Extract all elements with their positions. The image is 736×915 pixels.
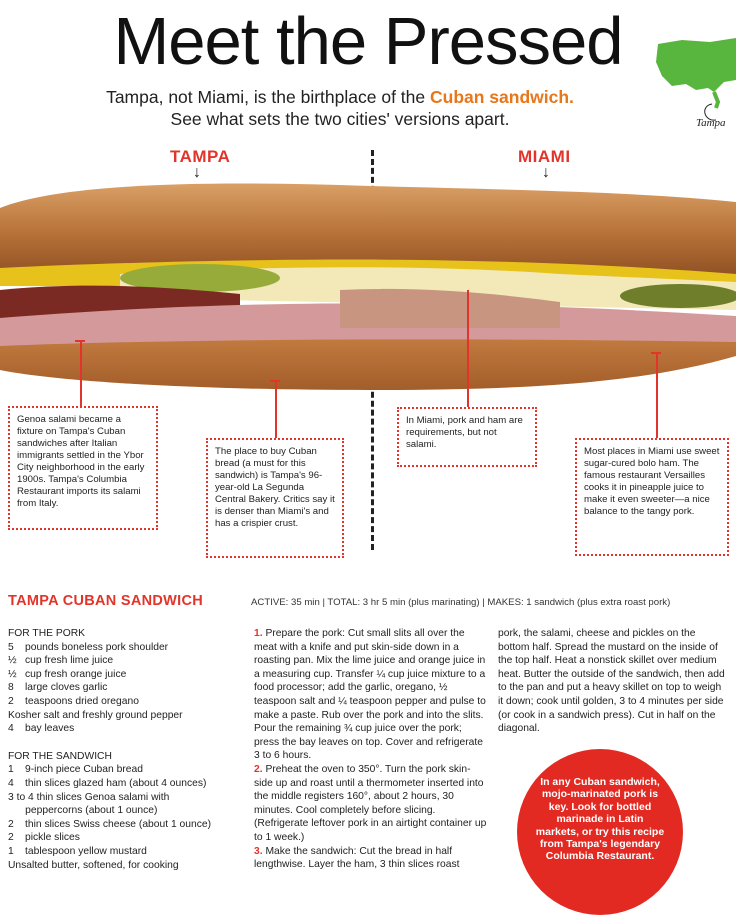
ingredient-quantity: 8 [8,682,14,694]
leader-line [656,352,658,438]
leader-line [75,340,85,342]
callout-bolo-ham: Most places in Miami use sweet sugar-cured bolo ham. The famous restaurant Versailles cooks it in pineapple juice to make it even sweeter—a nice balance to the tangy pork. [575,438,729,556]
ingredient-item: pounds boneless pork shoulder [25,641,169,653]
ingredient-row [8,777,248,791]
leader-line [275,380,277,438]
ingredient-row [8,681,248,695]
subtitle-highlight: Cuban sandwich. [430,87,574,107]
recipe-meta: ACTIVE: 35 min | TOTAL: 3 hr 5 min (plus marinating) | MAKES: 1 sandwich (plus extra roast pork) [251,597,671,608]
arrow-down-icon: ↓ [542,164,550,181]
ingredient-item: thin slices glazed ham (about 4 ounces) [25,777,207,789]
ingredient-row [8,695,248,709]
sandwich-image [0,178,736,398]
ingredient-quantity: 4 [8,723,14,735]
ingredient-quantity: ½ [8,668,17,680]
ingredient-row [8,791,248,805]
ingredient-row [8,845,248,859]
sandwich-heading: FOR THE SANDWICH [8,750,112,762]
map-label: Tampa [696,117,726,129]
ingredients-column [8,627,248,872]
recipe-step: 1. Prepare the pork: Cut small slits all over the meat with a knife and put skin-side down in a roasting pan. Mix the lime juice and orange juice in a measuring cup. Transfer ¼ cup juice mixture to a food processor; add the garlic, oregano, ½ teaspoon salt and ¼ teaspoon pepper and pulse to make a paste. Rub over the pork and into the slits. Pour the remaining ¾ cup juice over the pork; press the bay leaves on top. Cover and refrigerate 3 to 6 hours. [254,628,486,762]
ingredient-row [8,722,248,736]
ingredient-item: 9-inch piece Cuban bread [25,764,143,776]
ingredient-item: cup fresh lime juice [25,655,114,667]
sandwich-ingredient-list [8,763,248,872]
ingredient-item: tablespoon yellow mustard [25,845,147,857]
ingredient-quantity: 2 [8,695,14,707]
ingredient-quantity: 1 [8,764,14,776]
page-title: Meet the Pressed [113,4,623,79]
ingredient-quantity: 2 [8,832,14,844]
ingredient-quantity: 1 [8,845,14,857]
leader-line [270,380,280,382]
ingredient-item: large cloves garlic [25,682,108,694]
ingredient-item: peppercorns (about 1 ounce) [8,805,158,817]
steps-column [254,627,488,872]
city-label-miami: MIAMI [518,147,571,166]
callout-miami-pork: In Miami, pork and ham are requirements, but not salami. [397,407,537,467]
leader-line [467,290,469,407]
ingredient-quantity: 5 [8,641,14,653]
ingredient-row [8,641,248,655]
ingredient-item: teaspoons dried oregano [25,695,139,707]
pork-ingredient-list [8,641,248,736]
city-label-tampa: TAMPA [170,147,231,166]
subtitle-line2: See what sets the two cities' versions apart. [170,109,510,129]
us-map-image [652,30,736,130]
ingredient-item: Kosher salt and freshly ground pepper [8,709,183,721]
ingredient-row [8,831,248,845]
ingredient-row [8,859,248,873]
leader-line [80,340,82,406]
leader-line [651,352,661,354]
callout-genoa-salami: Genoa salami became a fixture on Tampa's Cuban sandwiches after Italian immigrants settled in the Ybor City neighborhood in the early 1900s. Tampa's Columbia Restaurant imports its salami from Italy. [8,406,158,530]
ingredient-item: Unsalted butter, softened, for cooking [8,859,179,871]
tip-badge: In any Cuban sandwich, mojo-marinated pork is key. Look for bottled marinade in Latin markets, or try this recipe from Tampa's legendary Columbia Restaurant. [517,749,683,915]
step3-continuation: pork, the salami, cheese and pickles on the bottom half. Spread the mustard on the inside of the top half. Heat a nonstick skillet over medium heat. Butter the outside of the sandwich, then add to the pan and put a heavy skillet on top to weigh it down; cook until golden, 3 to 4 minutes per side (or cook in a sandwich press). Cut in half on the diagonal. [498,628,725,735]
ingredient-quantity: 2 [8,818,14,830]
ingredient-item: cup fresh orange juice [25,668,127,680]
ingredient-row [8,654,248,668]
ingredient-row [8,709,248,723]
recipe-step: 2. Preheat the oven to 350°. Turn the pork skin-side up and roast until a thermometer inserted into the middle registers 160°, about 2 hours, 30 minutes. Cool completely before slicing. (Refrigerate leftover pork in an airtight container up to 1 week.) [254,763,487,843]
ingredient-row [8,804,248,818]
ingredient-quantity: 4 [8,777,14,789]
ingredient-item: pickle slices [25,832,80,844]
ingredient-item: 3 to 4 thin slices Genoa salami with [8,791,170,803]
recipe-title: TAMPA CUBAN SANDWICH [8,593,204,609]
ingredient-row [8,763,248,777]
recipe-step: 3. Make the sandwich: Cut the bread in half lengthwise. Layer the ham, 3 thin slices roast [254,845,460,871]
ingredient-quantity: ½ [8,655,17,667]
ingredient-item: thin slices Swiss cheese (about 1 ounce) [25,818,212,830]
pork-heading: FOR THE PORK [8,628,86,639]
arrow-down-icon: ↓ [193,164,201,181]
ingredient-row [8,818,248,832]
subtitle-lead: Tampa, not Miami, is the birthplace of the [106,87,426,107]
ingredient-item: bay leaves [25,723,75,735]
subtitle [60,86,620,130]
callout-cuban-bread: The place to buy Cuban bread (a must for this sandwich) is Tampa's 96-year-old La Segunda Central Bakery. Critics say it is denser than Miami's and has a crispier crust. [206,438,344,558]
ingredient-row [8,668,248,682]
